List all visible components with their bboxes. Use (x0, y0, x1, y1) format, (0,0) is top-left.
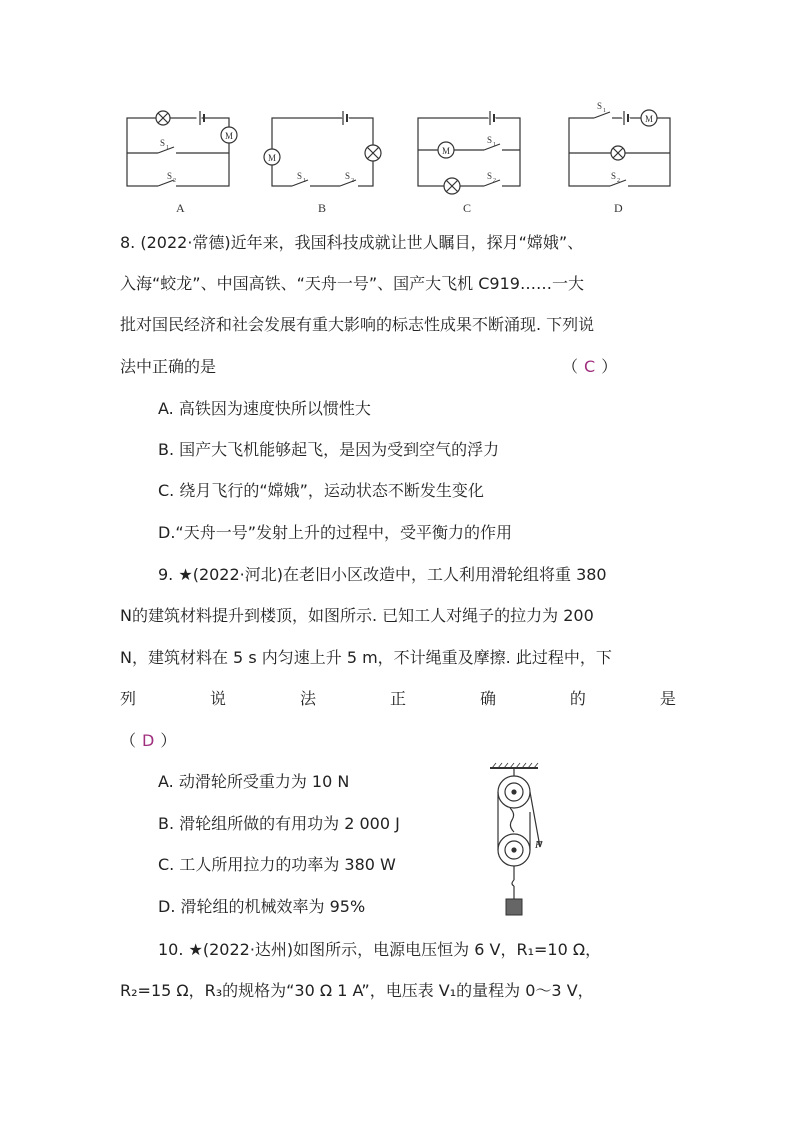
q8-answer-bracket (562, 357, 640, 377)
motor-label-c: M (442, 146, 451, 156)
switch-label: S (487, 135, 493, 145)
switch-sub: 2 (351, 178, 354, 184)
circuit-label-c: C (463, 201, 472, 215)
paren-open: （ (120, 731, 137, 750)
paren-close: ） (160, 731, 177, 750)
switch-label: S (297, 171, 303, 181)
q9-stem-line4: 列 说 法 正 确 的 是 (120, 689, 676, 708)
switch-label: S (487, 171, 493, 181)
q8-option-b: B. 国产大飞机能够起飞，是因为受到空气的浮力 (158, 440, 500, 459)
q9-stem-line3: N，建筑材料在 5 s 内匀速上升 5 m，不计绳重及摩擦. 此过程中，下 (120, 648, 612, 667)
switch-sub: 2 (617, 178, 620, 184)
paren-close: ） (601, 357, 618, 376)
q8-stem-line1: 8. (2022·常德)近年来，我国科技成就让世人瞩目，探月“嫦娥”、 (120, 233, 584, 252)
circuit-a (127, 111, 237, 186)
switch-label: S (160, 138, 166, 148)
switch-sub: 2 (493, 178, 496, 184)
q8-stem-line4: 法中正确的是 (120, 357, 217, 376)
circuit-diagrams (0, 95, 794, 220)
q9-option-c: C. 工人所用拉力的功率为 380 W (158, 855, 396, 874)
switch-sub: 1 (303, 178, 306, 184)
q9-option-d: D. 滑轮组的机械效率为 95% (158, 897, 366, 916)
q10-stem-line1: 10. ★(2022·达州)如图所示，电源电压恒为 6 V，R₁=10 Ω， (158, 940, 602, 959)
q9-option-b: B. 滑轮组所做的有用功为 2 000 J (158, 814, 400, 833)
q10-stem-line2: R₂=15 Ω，R₃的规格为“30 Ω 1 A”，电压表 V₁的量程为 0～3 V， (120, 981, 594, 1000)
circuit-b (264, 111, 381, 186)
switch-sub: 2 (173, 178, 176, 184)
q8-stem-line3: 批对国民经济和社会发展有重大影响的标志性成果不断涌现. 下列说 (120, 315, 595, 334)
switch-sub: 1 (166, 145, 169, 151)
switch-label: S (345, 171, 351, 181)
q8-option-d: D.“天舟一号”发射上升的过程中，受平衡力的作用 (158, 523, 512, 542)
q9-answer-bracket (120, 731, 176, 751)
motor-label-d: M (645, 114, 654, 124)
paren-open: （ (562, 357, 579, 376)
circuit-label-d: D (614, 201, 623, 215)
q8-stem-line2: 入海“蛟龙”、中国高铁、“天舟一号”、国产大飞机 C919……一大 (120, 274, 584, 293)
q9-stem-line1: 9. ★(2022·河北)在老旧小区改造中，工人利用滑轮组将重 380 (158, 565, 607, 584)
circuit-label-b: B (318, 201, 327, 215)
circuit-c (418, 111, 520, 194)
force-label: F (535, 840, 542, 851)
q8-answer: C (584, 357, 596, 376)
switch-sub: 1 (493, 142, 496, 148)
pulley-figure (480, 762, 550, 922)
q8-option-a: A. 高铁因为速度快所以惯性大 (158, 399, 371, 418)
q9-answer: D (142, 731, 155, 750)
circuit-label-a: A (176, 201, 185, 215)
q9-option-a: A. 动滑轮所受重力为 10 N (158, 772, 350, 791)
q8-option-c: C. 绕月飞行的“嫦娥”，运动状态不断发生变化 (158, 481, 484, 500)
circuit-d (569, 110, 670, 186)
switch-sub: 1 (603, 108, 606, 114)
motor-label-b: M (268, 153, 277, 163)
motor-label-a: M (225, 131, 234, 141)
switch-label: S (167, 171, 173, 181)
switch-label: S (597, 101, 603, 111)
q9-stem-line2: N的建筑材料提升到楼顶，如图所示. 已知工人对绳子的拉力为 200 (120, 606, 594, 625)
switch-label: S (611, 171, 617, 181)
